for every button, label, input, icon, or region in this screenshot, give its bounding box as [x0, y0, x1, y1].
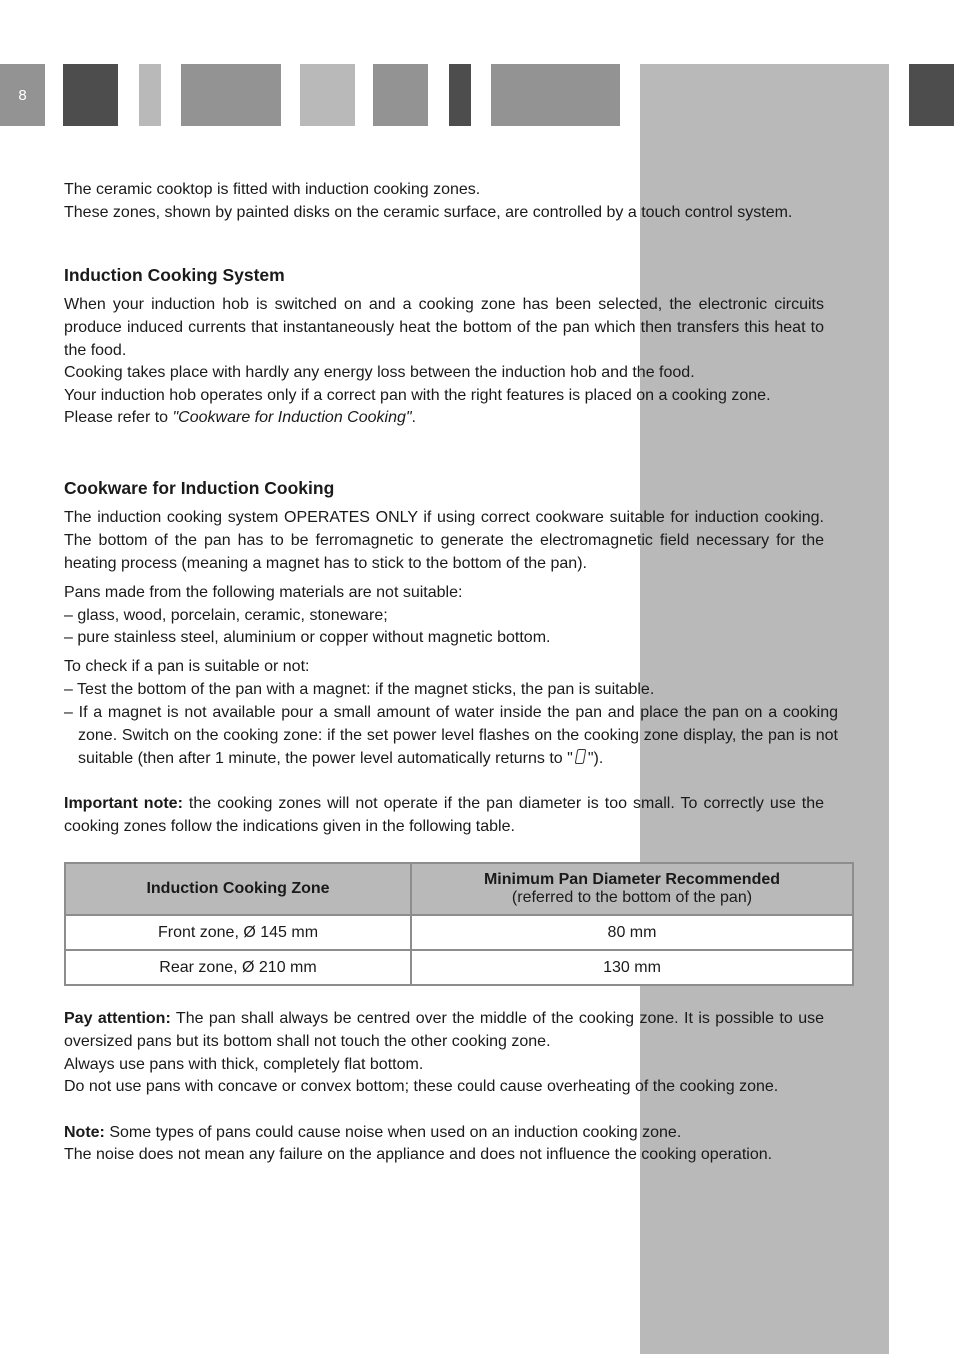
- check-intro: To check if a pan is suitable or not:: [64, 658, 310, 675]
- table-cell-min: 80 mm: [411, 915, 853, 950]
- important-label: Important note:: [64, 795, 183, 812]
- table-row: [65, 915, 853, 950]
- section-heading-cookware: Cookware for Induction Cooking: [64, 478, 335, 498]
- paragraph: The noise does not mean any failure on the appliance and does not influence the cooking operation.: [64, 1146, 773, 1163]
- refer-link: "Cookware for Induction Cooking": [172, 409, 412, 426]
- header-block: [181, 64, 281, 126]
- header-block: [139, 64, 161, 126]
- note: [64, 1122, 824, 1145]
- page-number: [0, 64, 45, 126]
- paragraph: The induction cooking system OPERATES ONLY if using correct cookware suitable for induction cooking. The bottom of the pan has to be ferromagnetic to generate the electromagnetic field necessary for the heating process (meaning a magnet has to stick to the bottom of the pan).: [64, 509, 824, 572]
- note-label: Note:: [64, 1124, 105, 1141]
- section-heading-induction-system: Induction Cooking System: [64, 265, 285, 285]
- header-block: [491, 64, 620, 126]
- paragraph: Always use pans with thick, completely flat bottom.: [64, 1056, 424, 1073]
- paragraph: Your induction hob operates only if a correct pan with the right features is placed on a cooking zone.: [64, 387, 771, 404]
- intro-line: These zones, shown by painted disks on the ceramic surface, are controlled by a touch control system.: [64, 204, 793, 221]
- paragraph: When your induction hob is switched on and a cooking zone has been selected, the electronic circuits produce induced currents that instantaneously heat the bottom of the pan which then transfers this heat to the food.: [64, 296, 824, 359]
- table-header-zone-text: Induction Cooking Zone: [146, 880, 330, 897]
- check-item2-end: ").: [587, 749, 604, 767]
- table-cell-zone: Rear zone, Ø 210 mm: [65, 950, 411, 985]
- refer-suffix: .: [411, 409, 416, 426]
- header-block: [373, 64, 428, 126]
- table-header-min: [411, 863, 853, 915]
- intro-line: The ceramic cooktop is fitted with induction cooking zones.: [64, 181, 481, 198]
- pay-attention: [64, 1008, 824, 1054]
- unsuitable-intro: Pans made from the following materials are not suitable:: [64, 584, 463, 601]
- attention-text: The pan shall always be centred over the middle of the cooking zone. It is possible to use oversized pans but its bottom shall not touch the other cooking zone.: [64, 1010, 824, 1050]
- table-cell-zone: Front zone, Ø 145 mm: [65, 915, 411, 950]
- list-item: [64, 702, 838, 770]
- important-text: the cooking zones will not operate if the pan diameter is too small. To correctly use the cooking zones follow the indications given in the following table.: [64, 795, 824, 835]
- header-block: [300, 64, 355, 126]
- paragraph: Cooking takes place with hardly any energy loss between the induction hob and the food.: [64, 364, 695, 381]
- table-cell-min: 130 mm: [411, 950, 853, 985]
- table-header-min-text: Minimum Pan Diameter Recommended: [483, 871, 781, 888]
- table-row: [65, 950, 853, 985]
- list-item: – pure stainless steel, aluminium or copper without magnetic bottom.: [64, 629, 551, 646]
- list-item: – glass, wood, porcelain, ceramic, stoneware;: [64, 607, 388, 624]
- important-note: [64, 793, 824, 839]
- check-item2-text: – If a magnet is not available pour a small amount of water inside the pan and place the pan on a cooking zone. Switch on the cooking zone: if the set power level flashes on the cooking zone display, the pan is not suitable (then after 1 minute, the power level automatically returns to ": [64, 704, 838, 767]
- page-number-text: 8: [18, 86, 27, 104]
- refer-line: [64, 407, 824, 430]
- header-block: [909, 64, 954, 126]
- header-block: [449, 64, 471, 126]
- attention-label: Pay attention:: [64, 1010, 171, 1027]
- pan-diameter-table: [64, 862, 854, 986]
- refer-prefix: Please refer to: [64, 409, 173, 426]
- header-block: [63, 64, 118, 126]
- table-header-min-sub: (referred to the bottom of the pan): [511, 889, 753, 906]
- note-text: Some types of pans could cause noise when used on an induction cooking zone.: [104, 1124, 682, 1141]
- table-header-row: [65, 863, 853, 915]
- table-header-zone: [65, 863, 411, 915]
- zero-digit-icon: [575, 749, 587, 764]
- list-item: – Test the bottom of the pan with a magnet: if the magnet sticks, the pan is suitable.: [64, 681, 655, 698]
- paragraph: Do not use pans with concave or convex bottom; these could cause overheating of the cooking zone.: [64, 1078, 779, 1095]
